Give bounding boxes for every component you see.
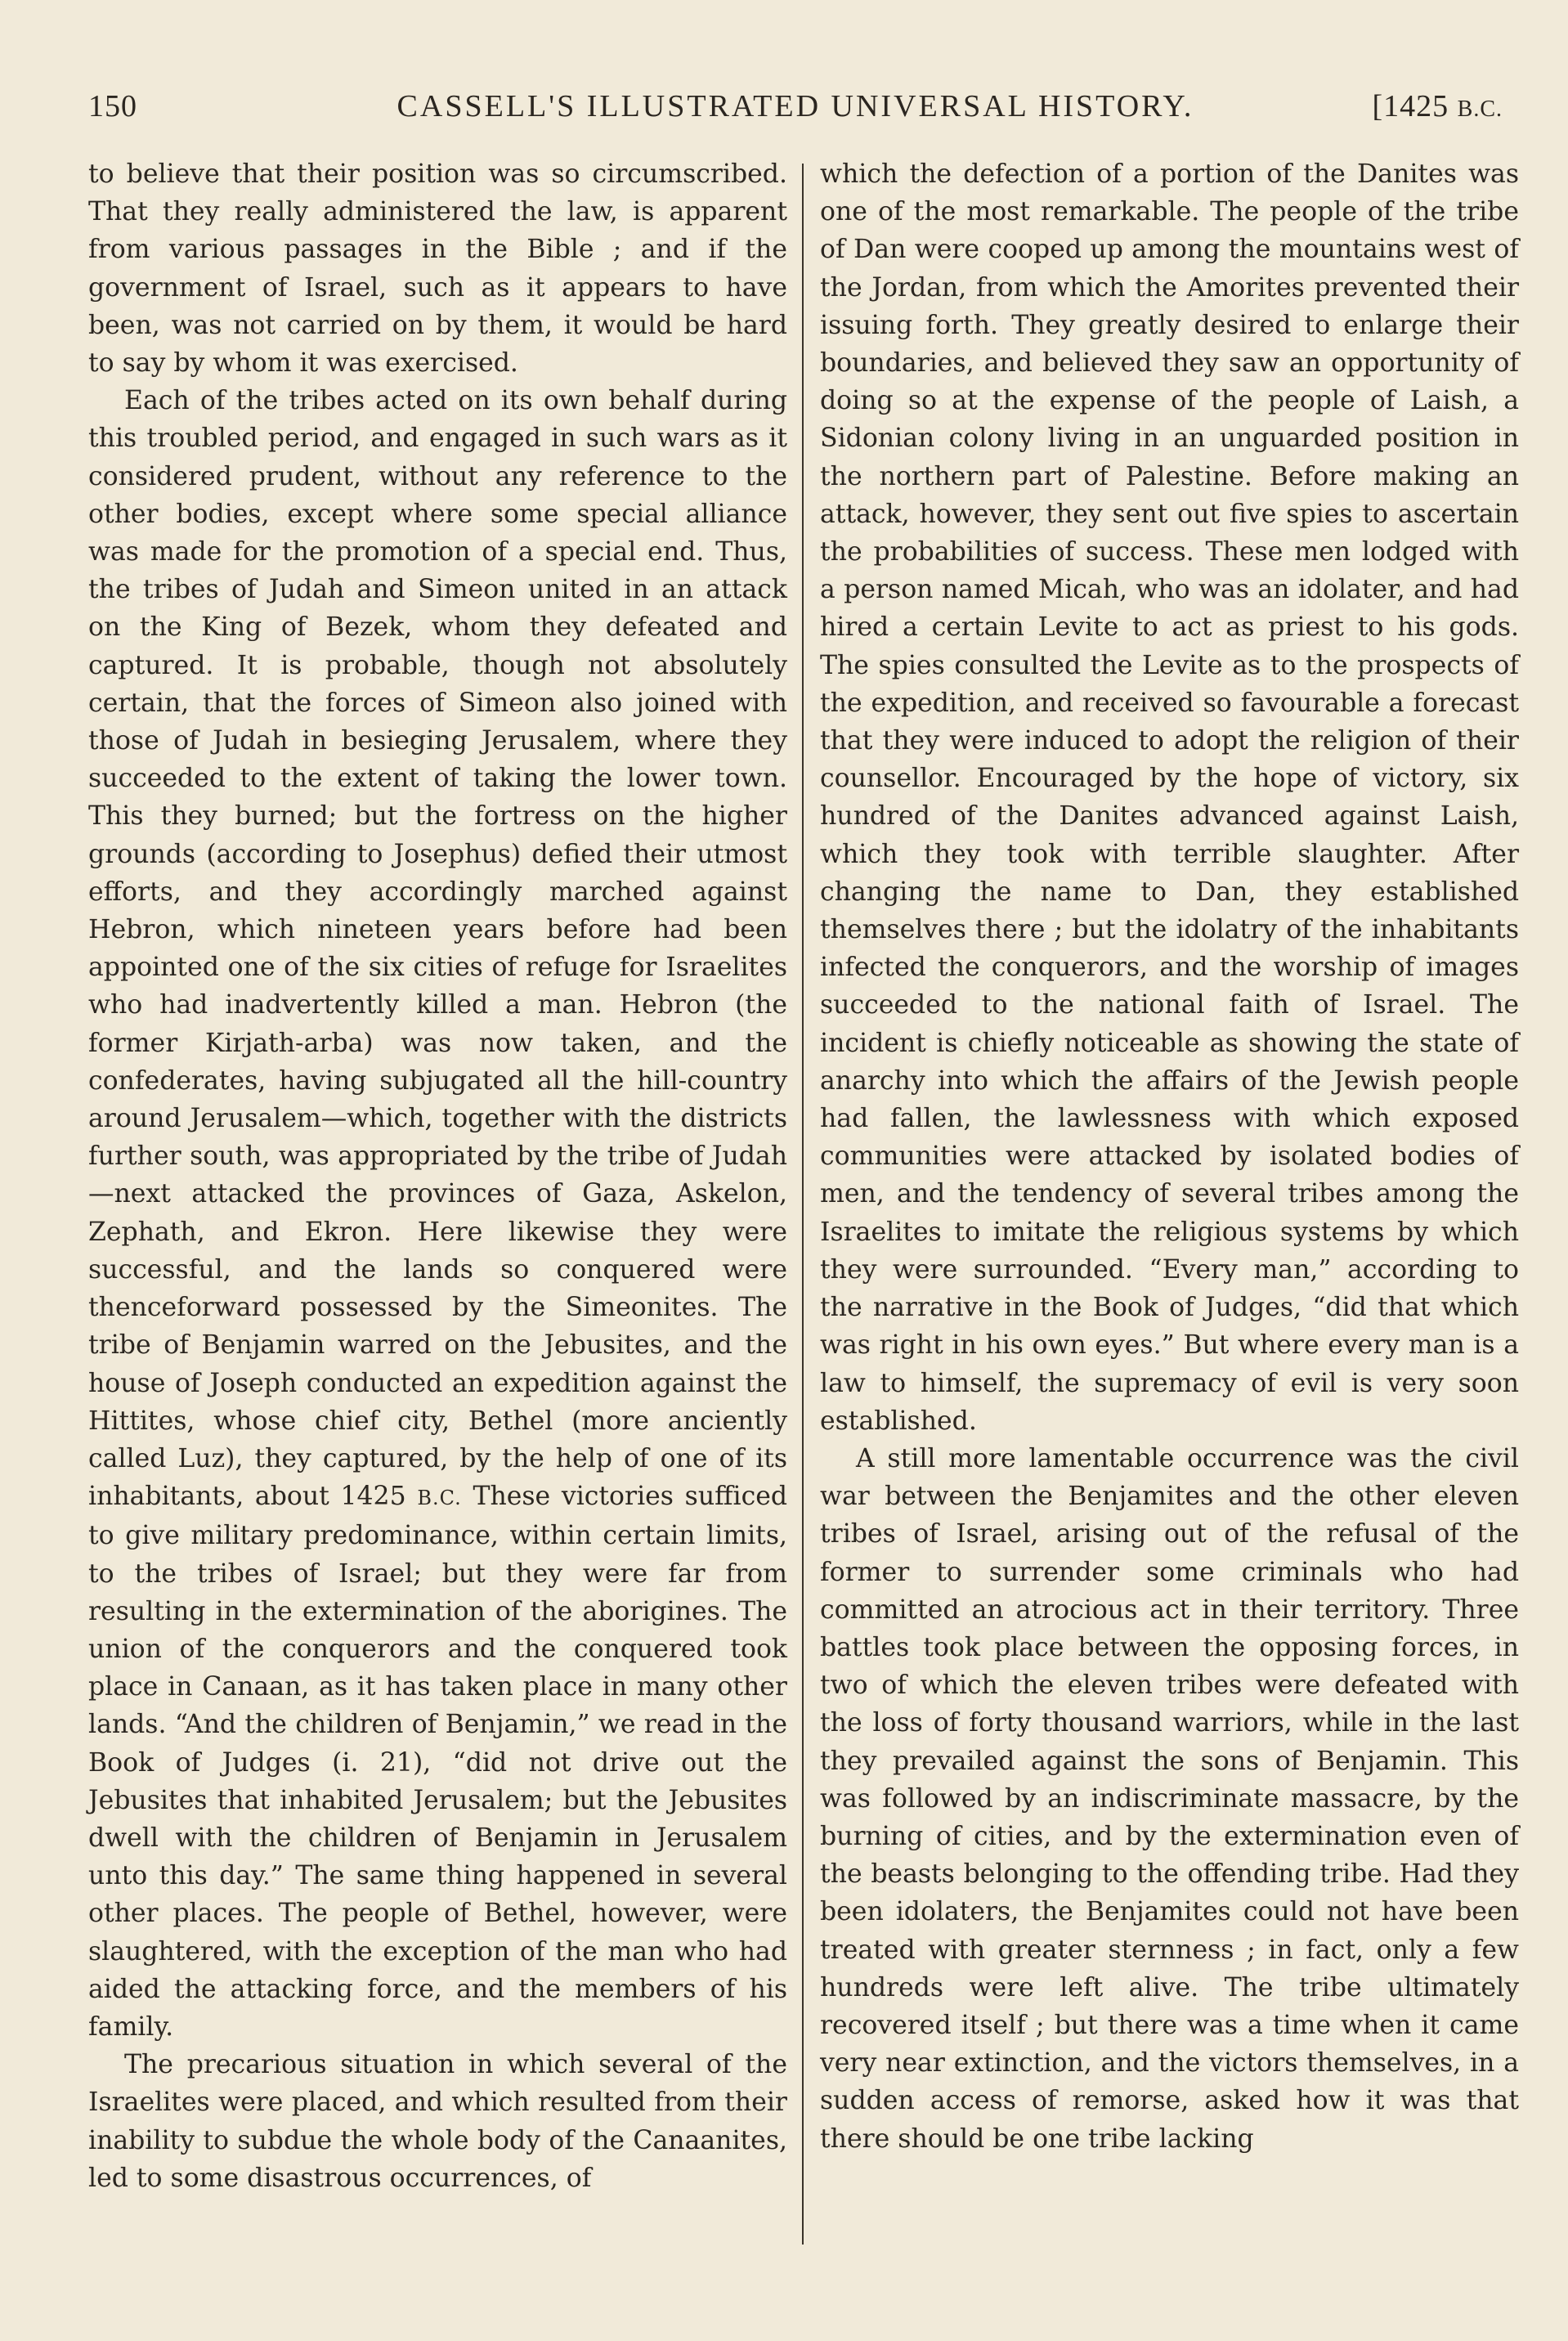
page-header (88, 82, 1503, 131)
running-title: CASSELL'S ILLUSTRATED UNIVERSAL HISTORY. (396, 89, 1194, 123)
left-column (88, 155, 787, 2197)
era-abbreviation: B.C. (417, 1487, 462, 1510)
date-era: B.C. (1457, 96, 1503, 122)
right-column (820, 155, 1519, 2158)
date-label: [1425 (1372, 89, 1449, 123)
column-divider (802, 164, 804, 2245)
date-range (1372, 88, 1503, 124)
left-paragraph-1: to believe that their position was so circumscribed. That they really administered the law, is apparent from various passages in the Bible ; and if the government of Israel, such as it appears to have been, was not carried on by them, it would be hard to say by whom it was exercised. (88, 159, 787, 379)
left-paragraph-3: The precarious situation in which several of the Israelites were placed, and which resulted from their inability to subdue the whole body of the Canaanites, led to some disastrous occurrences, of (88, 2050, 787, 2193)
right-paragraph-2: A still more lamentable occurrence was the civil war between the Benjamites and the other eleven tribes of Israel, arising out of the refusal of the former to surrender some criminals who had committed an atrocious act in their territory. Three battles took place between the opposing forces, in two of which the eleven tribes were defeated with the loss of forty thousand warriors, while in the last they prevailed against the sons of Benjamin. This was followed by an indiscriminate massacre, by the burning of cities, and by the extermination even of the beasts belonging to the offending tribe. Had they been idolaters, the Benjamites could not have been treated with greater sternness ; in fact, only a few hundreds were left alive. The tribe ultimately recovered itself ; but there was a time when it came very near extinction, and the victors themselves, in a sudden access of remorse, asked how it was that there should be one tribe lacking (820, 1443, 1519, 2154)
left-paragraph-2-part-a: Each of the tribes acted on its own behalf during this troubled period, and engaged in such wars as it considered prudent, without any reference to the other bodies, except where some special alliance was made for the promotion of a special end. Thus, the tribes of Judah and Simeon united in an attack on the King of Bezek, whom they defeated and captured. It is probable, though not absolutely certain, that the forces of Simeon also joined with those of Judah in besieging Jerusalem, where they succeeded to the extent of taking the lower town. This they burned; but the fortress on the higher grounds (according to Josephus) defied their utmost efforts, and they accordingly marched against Hebron, which nineteen years before had been appointed one of the six cities of refuge for Israelites who had inadvertently killed a man. Hebron (the former Kirjath-arba) was now taken, and the confederates, having subjugated all the hill-country around Jerusalem—which, together with the districts further south, was appropriated by the tribe of Judah—next attacked the provinces of Gaza, Askelon, Zephath, and Ekron. Here likewise they were successful, and the lands so conquered were thenceforward possessed by the Simeonites. The tribe of Benjamin warred on the Jebusites, and the house of Joseph conducted an expedition against the Hittites, whose chief city, Bethel (more anciently called Luz), they captured, by the help of one of its inhabitants, about 1425 (88, 386, 787, 1512)
left-paragraph-2-part-b: These victories sufficed to give military predominance, within certain limits, to the tribes of Israel; but they were far from resulting in the extermination of the aborigines. The union of the conquerors and the conquered took place in Canaan, as it has taken place in many other lands. “And the children of Benjamin,” we read in the Book of Judges (i. 21), “did not drive out the Jebusites that inhabited Jerusalem; but the Jebusites dwell with the children of Benjamin in Jerusalem unto this day.” The same thing happened in several other places. The people of Bethel, however, were slaughtered, with the exception of the man who had aided the attacking force, and the members of his family. (88, 1482, 788, 2042)
left-paragraph-2 (88, 382, 787, 2046)
page-number: 150 (88, 89, 137, 123)
right-paragraph-1: which the defection of a portion of the Danites was one of the most remarkable. The people of the tribe of Dan were cooped up among the mountains west of the Jordan, from which the Amorites prevented their issuing forth. They greatly desired to enlarge their boundaries, and believed they saw an opportunity of doing so at the expense of the people of Laish, a Sidonian colony living in an unguarded position in the northern part of Palestine. Before making an attack, however, they sent out five spies to ascertain the probabilities of success. These men lodged with a person named Micah, who was an idolater, and had hired a certain Levite to act as priest to his gods. The spies consulted the Levite as to the prospects of the expedition, and received so favourable a forecast that they were induced to adopt the religion of their counsellor. Encouraged by the hope of victory, six hundred of the Danites advanced against Laish, which they took with terrible slaughter. After changing the name to Dan, they established themselves there ; but the idolatry of the inhabitants infected the conquerors, and the worship of images succeeded to the national faith of Israel. The incident is chiefly noticeable as showing the state of anarchy into which the affairs of the Jewish people had fallen, the lawlessness with which exposed communities were attacked by isolated bodies of men, and the tendency of several tribes among the Israelites to imitate the religious systems by which they were surrounded. “Every man,” according to the narrative in the Book of Judges, “did that which was right in his own eyes.” But where every man is a law to himself, the supremacy of evil is very soon established. (820, 159, 1519, 1436)
